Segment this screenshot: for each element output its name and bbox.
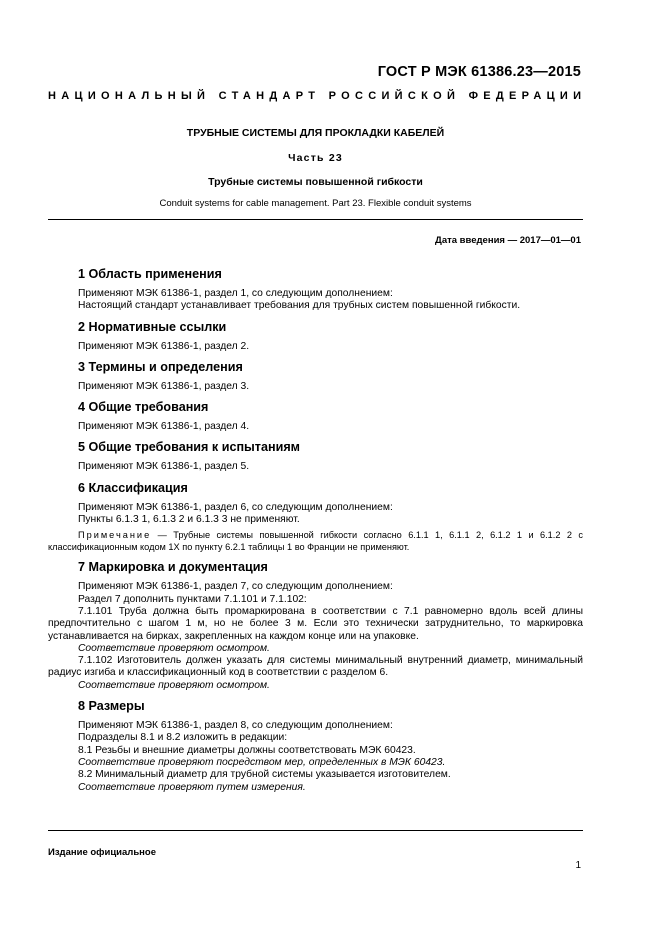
section-8: [78, 698, 583, 794]
paragraph: Применяют МЭК 61386-1, раздел 2.: [78, 340, 250, 352]
clause-7-1-101: 7.1.101 Труба должна быть промаркирована в соответствии с 7.1 равномерно вдоль всей длины предпочтительно с шагом 1 м, но не более 3 м. Если это технически затруднительно, то маркировка устанавливается на бирках, закрепленных на каждом конце или на упаковке.: [48, 605, 583, 642]
paragraph: Применяют МЭК 61386-1, раздел 4.: [78, 421, 250, 433]
title-subtitle: Трубные системы повышенной гибкости: [208, 176, 423, 188]
paragraph: Пункты 6.1.3 1, 6.1.3 2 и 6.1.3 3 не применяют.: [78, 514, 300, 526]
paragraph: Применяют МЭК 61386-1, раздел 7, со следующим дополнением:: [78, 581, 393, 593]
edition-label: Издание официальное: [48, 847, 156, 858]
title-part: Часть 23: [288, 152, 343, 164]
compliance-check: Соответствие проверяют осмотром.: [78, 642, 270, 654]
section-2: [78, 319, 583, 353]
section-1: [78, 266, 583, 313]
section-5: [78, 439, 583, 473]
title-main: ТРУБНЫЕ СИСТЕМЫ ДЛЯ ПРОКЛАДКИ КАБЕЛЕЙ: [186, 127, 445, 139]
bottom-divider: [48, 830, 583, 831]
compliance-check: Соответствие проверяют посредством мер, определенных в МЭК 60423.: [78, 756, 446, 768]
section-3: [78, 359, 583, 393]
compliance-check: Соответствие проверяют путем измерения.: [78, 781, 306, 793]
paragraph: Применяют МЭК 61386-1, раздел 5.: [78, 461, 250, 473]
note-text: — Трубные системы повышенной гибкости согласно 6.1.1 1, 6.1.1 2, 6.1.2 1 и 6.1.2 2 с классификационным кодом 1Х по пункту 6.2.1 таблицы 1 во Франции не применяют.: [48, 530, 583, 552]
paragraph: Применяют МЭК 61386-1, раздел 6, со следующим дополнением:: [78, 501, 393, 513]
section-heading: 6 Классификация: [78, 480, 188, 495]
section-heading: 4 Общие требования: [78, 400, 209, 415]
date-of-introduction: Дата введения — 2017—01—01: [435, 235, 581, 246]
section-4: [78, 399, 583, 433]
section-7: [48, 559, 583, 692]
paragraph: Подразделы 8.1 и 8.2 изложить в редакции:: [78, 732, 288, 744]
section-6: [48, 480, 583, 554]
page-number: 1: [575, 860, 581, 871]
national-standard-banner: НАЦИОНАЛЬНЫЙ СТАНДАРТ РОССИЙСКОЙ ФЕДЕРАЦИИ: [48, 90, 587, 102]
note: [48, 530, 583, 553]
section-heading: 7 Маркировка и документация: [78, 560, 268, 575]
section-heading: 1 Область применения: [78, 267, 222, 281]
paragraph: Применяют МЭК 61386-1, раздел 8, со следующим дополнением:: [78, 720, 393, 732]
section-heading: 3 Термины и определения: [78, 359, 243, 374]
title-english: Conduit systems for cable management. Part 23. Flexible conduit systems: [159, 198, 472, 209]
compliance-check: Соответствие проверяют осмотром.: [78, 679, 270, 691]
top-divider: [48, 219, 583, 220]
clause-8-1: 8.1 Резьбы и внешние диаметры должны соответствовать МЭК 60423.: [78, 744, 416, 756]
note-label: Примечание: [78, 530, 152, 541]
paragraph: Применяют МЭК 61386-1, раздел 1, со следующим дополнением:: [78, 288, 393, 299]
document-body: [48, 260, 583, 794]
paragraph: Настоящий стандарт устанавливает требования для трубных систем повышенной гибкости.: [78, 300, 521, 312]
paragraph: Раздел 7 дополнить пунктами 7.1.101 и 7.1.102:: [78, 593, 307, 605]
section-heading: 8 Размеры: [78, 699, 145, 714]
section-heading: 2 Нормативные ссылки: [78, 319, 227, 334]
clause-7-1-102: 7.1.102 Изготовитель должен указать для системы минимальный внутренний диаметр, минимальный радиус изгиба и классификационный код в соответствии с разделом 6.: [48, 655, 583, 679]
clause-8-2: 8.2 Минимальный диаметр для трубной системы указывается изготовителем.: [78, 769, 451, 781]
paragraph: Применяют МЭК 61386-1, раздел 3.: [78, 380, 250, 392]
document-code: ГОСТ Р МЭК 61386.23—2015: [377, 64, 581, 80]
section-heading: 5 Общие требования к испытаниям: [78, 440, 300, 455]
